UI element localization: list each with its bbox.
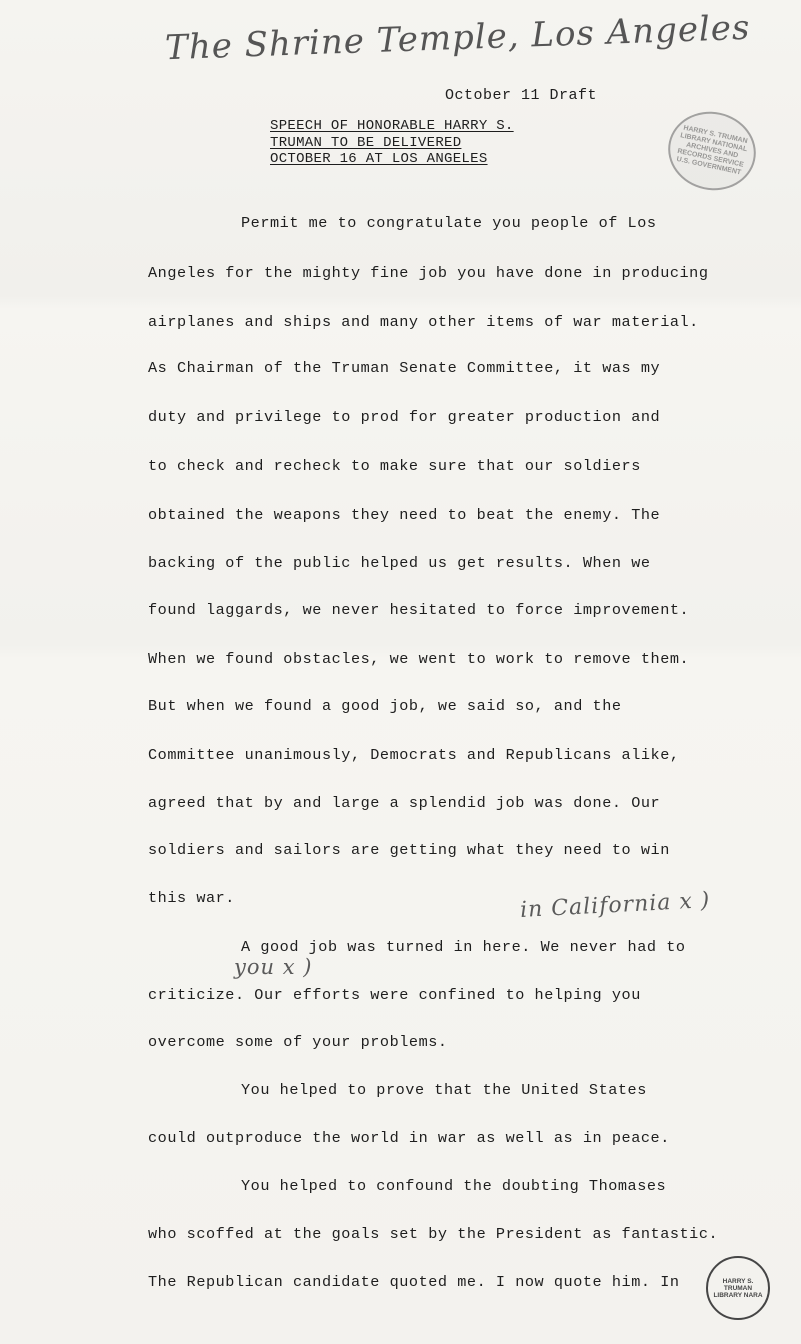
body-line: overcome some of your problems. — [148, 1033, 448, 1051]
body-line: backing of the public helped us get results. When we — [148, 554, 651, 572]
body-line: airplanes and ships and many other items of war material. — [148, 313, 699, 331]
body-line: You helped to confound the doubting Thomases — [241, 1177, 667, 1195]
draft-label: October 11 Draft — [445, 87, 598, 104]
body-line: found laggards, we never hesitated to force improvement. — [148, 601, 690, 619]
body-line: You helped to prove that the United States — [241, 1081, 647, 1099]
body-line: could outproduce the world in war as well as in peace. — [148, 1129, 670, 1147]
body-line: to check and recheck to make sure that our soldiers — [148, 457, 641, 475]
body-line: agreed that by and large a splendid job was done. Our — [148, 794, 661, 812]
body-line: Committee unanimously, Democrats and Republicans alike, — [148, 746, 680, 764]
body-line: As Chairman of the Truman Senate Committee, it was my — [148, 359, 661, 377]
handwritten-insert: in California x ) — [519, 888, 711, 923]
body-line: obtained the weapons they need to beat the enemy. The — [148, 506, 661, 524]
heading-line: OCTOBER 16 AT LOS ANGELES — [270, 151, 488, 167]
heading-line: SPEECH OF HONORABLE HARRY S. — [270, 118, 514, 134]
body-line: Permit me to congratulate you people of Los — [241, 214, 657, 232]
handwritten-title: The Shrine Temple, Los Angeles — [164, 7, 752, 69]
body-line: soldiers and sailors are getting what they need to win — [148, 841, 670, 859]
body-line: But when we found a good job, we said so, and the — [148, 697, 622, 715]
library-stamp: HARRY S. TRUMAN LIBRARY NARA — [706, 1256, 770, 1320]
body-line: The Republican candidate quoted me. I now quote him. In — [148, 1273, 680, 1291]
archive-stamp: HARRY S. TRUMAN LIBRARY NATIONAL ARCHIVES AND RECORDS SERVICE U.S. GOVERNMENT — [661, 104, 763, 199]
speech-heading — [270, 118, 514, 168]
body-line: duty and privilege to prod for greater production and — [148, 408, 661, 426]
body-line: A good job was turned in here. We never had to — [241, 938, 686, 956]
handwritten-insert: you x ) — [234, 955, 313, 979]
body-line: Angeles for the mighty fine job you have done in producing — [148, 264, 709, 282]
body-line: When we found obstacles, we went to work to remove them. — [148, 650, 690, 668]
body-line: who scoffed at the goals set by the President as fantastic. — [148, 1225, 719, 1243]
heading-line: TRUMAN TO BE DELIVERED — [270, 134, 462, 151]
body-line: criticize. Our efforts were confined to helping you — [148, 986, 641, 1004]
body-line: this war. — [148, 889, 235, 907]
